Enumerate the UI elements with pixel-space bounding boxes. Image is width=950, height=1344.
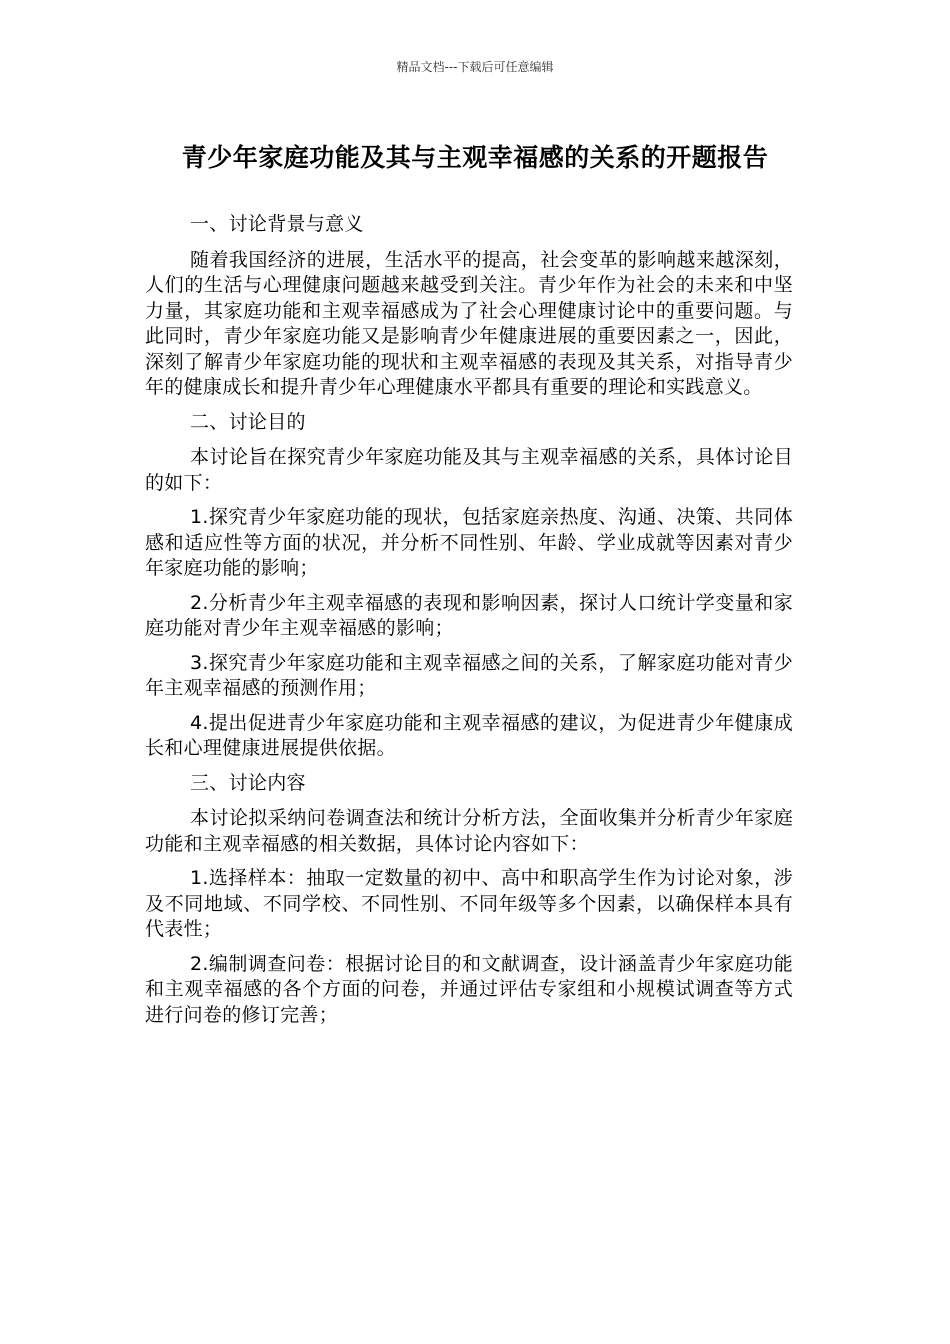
- list-item-purpose-2: 2.分析青少年主观幸福感的表现和影响因素，探讨人口统计学变量和家庭功能对青少年主观幸福感的影响；: [145, 591, 793, 639]
- paragraph-content-intro: 本讨论拟采纳问卷调查法和统计分析方法，全面收集并分析青少年家庭功能和主观幸福感的相关数据，具体讨论内容如下：: [145, 807, 793, 855]
- header-watermark: 精品文档---下载后可任意编辑: [396, 60, 554, 74]
- document-title: 青少年家庭功能及其与主观幸福感的关系的开题报告: [181, 143, 769, 172]
- list-item-content-1: 1.选择样本：抽取一定数量的初中、高中和职高学生作为讨论对象，涉及不同地域、不同学校、不同性别、不同年级等多个因素，以确保样本具有代表性；: [145, 867, 793, 940]
- section-heading-purpose: 二、讨论目的: [190, 410, 306, 433]
- list-item-purpose-3: 3.探究青少年家庭功能和主观幸福感之间的关系，了解家庭功能对青少年主观幸福感的预测作用；: [145, 651, 793, 699]
- paragraph-background: 随着我国经济的进展，生活水平的提高，社会变革的影响越来越深刻，人们的生活与心理健康问题越来越受到关注。青少年作为社会的未来和中坚力量，其家庭功能和主观幸福感成为了社会心理健康讨论中的重要问题。与此同时，青少年家庭功能又是影响青少年健康进展的重要因素之一，因此，深刻了解青少年家庭功能的现状和主观幸福感的表现及其关系，对指导青少年的健康成长和提升青少年心理健康水平都具有重要的理论和实践意义。: [145, 248, 793, 398]
- paragraph-purpose-intro: 本讨论旨在探究青少年家庭功能及其与主观幸福感的关系，具体讨论目的如下：: [145, 446, 793, 494]
- document-body: [145, 212, 793, 1037]
- section-heading-content: 三、讨论内容: [190, 771, 306, 794]
- section-heading-background: 一、讨论背景与意义: [190, 213, 364, 235]
- list-item-content-2: 2.编制调查问卷：根据讨论目的和文献调查，设计涵盖青少年家庭功能和主观幸福感的各个方面的问卷，并通过评估专家组和小规模试调查等方式进行问卷的修订完善；: [145, 952, 793, 1026]
- list-item-purpose-1: 1.探究青少年家庭功能的现状，包括家庭亲热度、沟通、决策、共同体感和适应性等方面的状况，并分析不同性别、年龄、学业成就等因素对青少年家庭功能的影响；: [145, 506, 793, 579]
- list-item-purpose-4: 4.提出促进青少年家庭功能和主观幸福感的建议，为促进青少年健康成长和心理健康进展提供依据。: [145, 711, 793, 759]
